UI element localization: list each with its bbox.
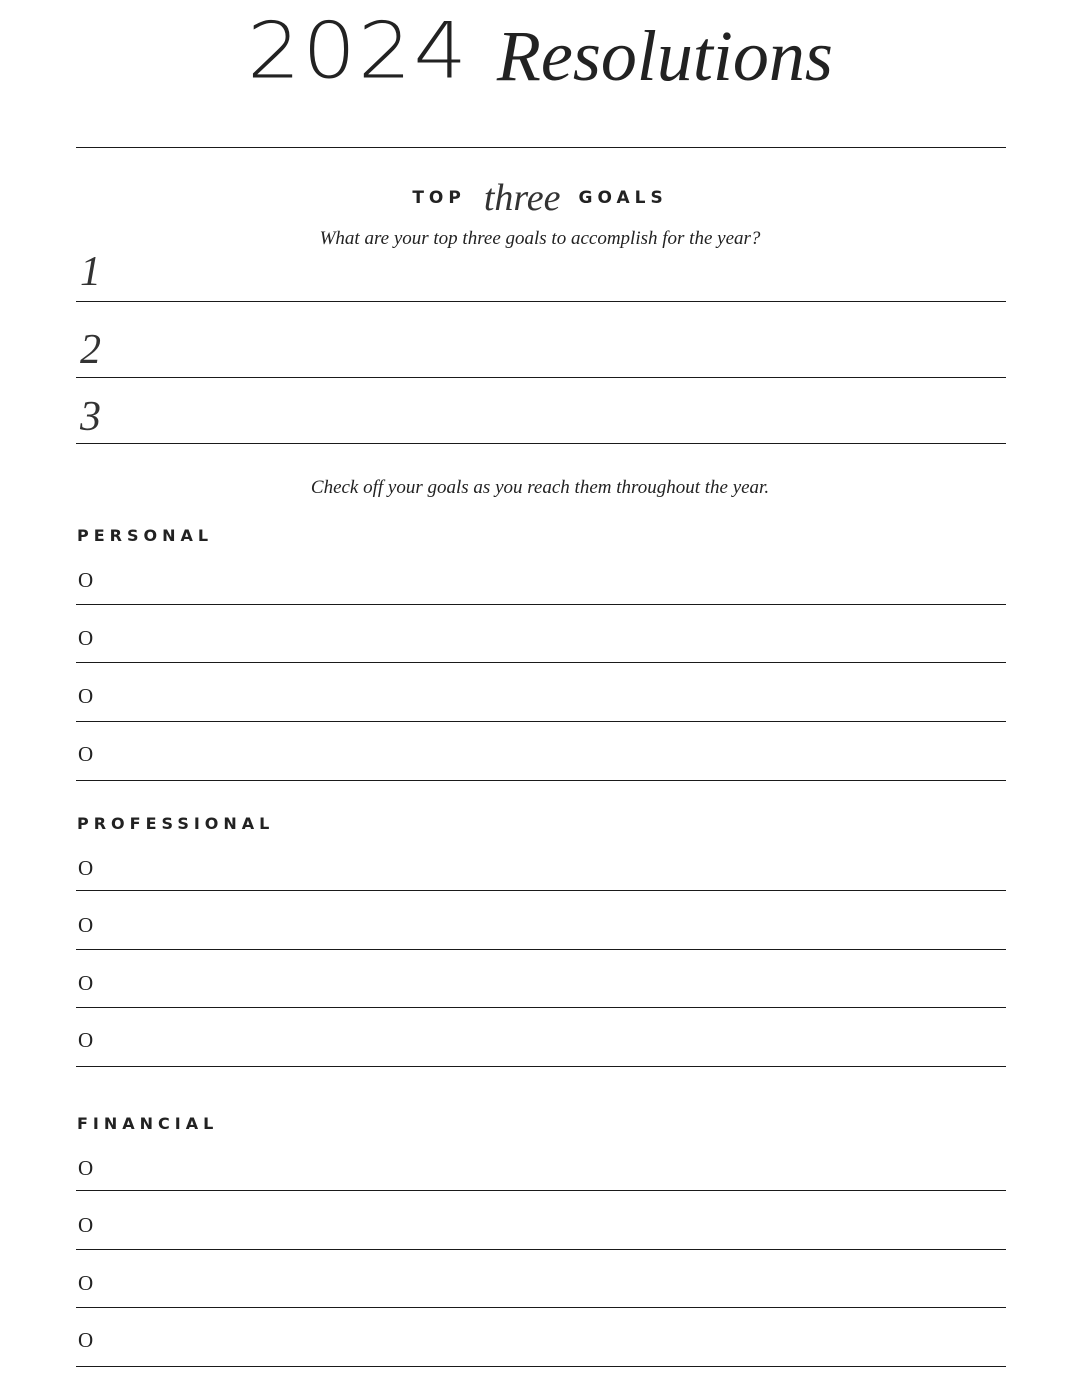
checkbox[interactable]: O bbox=[78, 742, 94, 766]
checkbox[interactable]: O bbox=[78, 856, 94, 880]
entry-line[interactable] bbox=[76, 890, 1006, 891]
section-label-professional: PROFESSIONAL bbox=[77, 814, 275, 833]
entry-line[interactable] bbox=[76, 1007, 1006, 1008]
checkbox[interactable]: O bbox=[78, 1028, 94, 1052]
entry-line[interactable] bbox=[76, 1249, 1006, 1250]
checkbox[interactable]: O bbox=[78, 568, 94, 592]
entry-line[interactable] bbox=[76, 604, 1006, 605]
goal-number-1: 1 bbox=[80, 249, 101, 295]
entry-line[interactable] bbox=[76, 1307, 1006, 1308]
checkbox[interactable]: O bbox=[78, 1328, 94, 1352]
title-year: 2024 bbox=[247, 5, 469, 97]
checkbox[interactable]: O bbox=[78, 626, 94, 650]
entry-line[interactable] bbox=[76, 1066, 1006, 1067]
check-off-note: Check off your goals as you reach them throughout the year. bbox=[310, 477, 770, 498]
goal-line-1[interactable] bbox=[76, 301, 1006, 302]
goal-line-2[interactable] bbox=[76, 377, 1006, 378]
entry-line[interactable] bbox=[76, 1366, 1006, 1367]
heading-goals: GOALS bbox=[578, 188, 668, 208]
entry-line[interactable] bbox=[76, 1190, 1006, 1191]
top-divider bbox=[76, 147, 1006, 148]
checkbox[interactable]: O bbox=[78, 1156, 94, 1180]
entry-line[interactable] bbox=[76, 721, 1006, 722]
entry-line[interactable] bbox=[76, 949, 1006, 950]
title-word: Resolutions bbox=[496, 16, 833, 96]
entry-line[interactable] bbox=[76, 662, 1006, 663]
heading-top: TOP bbox=[412, 188, 466, 208]
heading-three: three bbox=[483, 177, 561, 219]
section-label-financial: FINANCIAL bbox=[77, 1114, 219, 1133]
checkbox[interactable]: O bbox=[78, 913, 94, 937]
top-goals-heading bbox=[0, 176, 1080, 220]
page-title bbox=[0, 2, 1080, 102]
section-label-personal: PERSONAL bbox=[77, 526, 214, 545]
checkbox[interactable]: O bbox=[78, 1271, 94, 1295]
goal-number-2: 2 bbox=[80, 327, 101, 373]
goal-line-3[interactable] bbox=[76, 443, 1006, 444]
checkbox[interactable]: O bbox=[78, 1213, 94, 1237]
goal-number-3: 3 bbox=[80, 394, 101, 440]
entry-line[interactable] bbox=[76, 780, 1006, 781]
checkbox[interactable]: O bbox=[78, 684, 94, 708]
goals-question: What are your top three goals to accomplish for the year? bbox=[319, 228, 761, 249]
checkbox[interactable]: O bbox=[78, 971, 94, 995]
